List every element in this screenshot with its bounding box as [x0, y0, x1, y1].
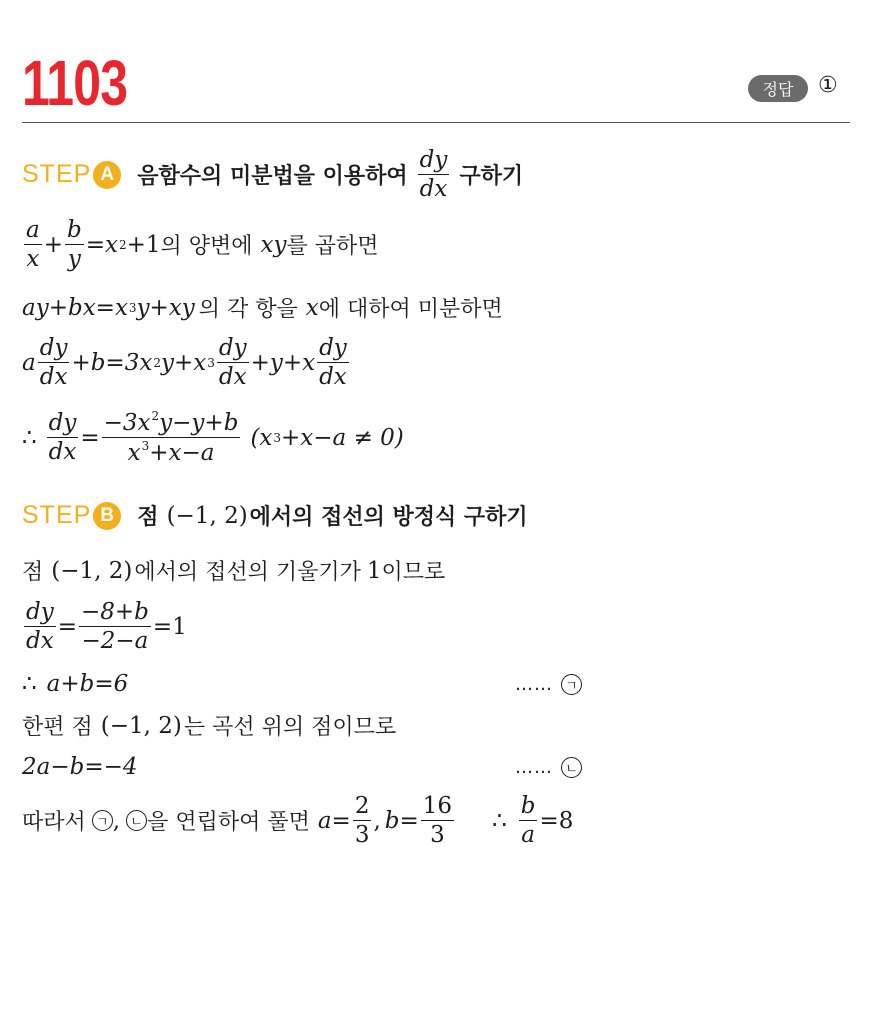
- step-b-letter: B: [93, 502, 121, 530]
- therefore-symbol: ∴: [492, 807, 507, 834]
- fraction-numerator: dy: [47, 411, 79, 438]
- fraction-a-value: [353, 794, 372, 847]
- fraction-dy-dx: [24, 600, 56, 653]
- solution-line-9: [22, 754, 582, 780]
- circled-mark-2: ㄴ: [561, 757, 582, 778]
- fraction-dy-dx: [38, 336, 70, 389]
- condition-expression: +x−a ≠ 0): [281, 424, 404, 451]
- answer-value: ①: [818, 73, 838, 98]
- math-expression: =x: [85, 231, 118, 258]
- circled-mark-1: ㄱ: [561, 674, 582, 695]
- step-a-title-fraction: [418, 148, 450, 201]
- fraction-numerator: dy: [418, 148, 450, 175]
- fraction-slope: [79, 600, 151, 653]
- therefore-symbol: ∴: [22, 671, 37, 697]
- final-answer: =8: [539, 807, 574, 834]
- korean-text: 이므로: [381, 560, 446, 585]
- fraction-denominator: −2−a: [81, 628, 149, 655]
- step-b-title: 점: [137, 505, 159, 530]
- fraction-denominator: y: [67, 246, 81, 273]
- fraction-numerator: 2: [353, 794, 372, 821]
- fraction-numerator: dy: [217, 336, 249, 363]
- fraction-numerator: b: [65, 218, 84, 245]
- numerator-part: −3x: [103, 410, 151, 436]
- step-b-title: 에서의 접선의 방정식 구하기: [249, 505, 528, 530]
- solution-line-10: [22, 794, 573, 847]
- korean-text: 점: [22, 560, 44, 585]
- math-expression: 1: [366, 557, 382, 584]
- korean-text: 의 각 항을: [198, 297, 298, 322]
- equation-1: a+b=6: [46, 671, 129, 697]
- numerator-part: y−y+b: [159, 410, 239, 436]
- step-a-heading: [22, 148, 523, 201]
- korean-text: 의 양변에: [160, 234, 253, 260]
- header-divider: [22, 122, 850, 123]
- korean-text: 에 대하여 미분하면: [318, 297, 503, 322]
- solution-line-1: [22, 218, 379, 271]
- fraction-denominator: dx: [419, 176, 448, 203]
- solution-line-7: [22, 671, 582, 697]
- fraction-a-over-x: [24, 218, 42, 271]
- fraction-denominator: a: [521, 822, 535, 849]
- math-expression: +b=3x: [71, 349, 153, 376]
- fraction-numerator: 16: [421, 794, 454, 821]
- math-expression: b=: [384, 807, 419, 834]
- point-coordinates: (−1, 2): [100, 712, 182, 739]
- math-expression: a: [22, 349, 36, 376]
- comma: ,: [373, 807, 381, 834]
- solution-line-3: [22, 336, 351, 389]
- fraction-result: [519, 794, 538, 847]
- exponent: 3: [207, 355, 215, 370]
- fraction-numerator: a: [24, 218, 42, 245]
- korean-text: 한편 점: [22, 715, 93, 740]
- answer-badge: 정답: [748, 75, 808, 102]
- ellipsis: ……: [515, 756, 553, 778]
- korean-text: 는 곡선 위의 점이므로: [183, 715, 397, 740]
- math-expression: ay+bx=x: [22, 294, 128, 321]
- korean-text: 따라서: [22, 810, 86, 836]
- fraction-denominator: 3: [430, 822, 445, 849]
- step-a-label: STEP: [22, 160, 92, 189]
- circled-mark-2: ㄴ: [126, 810, 147, 831]
- exponent: 3: [141, 439, 150, 454]
- ellipsis: ……: [515, 673, 553, 695]
- math-expression: =1: [152, 613, 187, 640]
- step-b-heading: [22, 500, 528, 531]
- fraction-b-value: [421, 794, 454, 847]
- fraction-derivative-result: [102, 410, 241, 465]
- comma: ,: [112, 807, 121, 834]
- fraction-numerator: [102, 410, 241, 438]
- solution-line-2: [22, 292, 503, 323]
- korean-text: 을 연립하여 풀면: [147, 810, 310, 836]
- fraction-dy-dx: [317, 336, 349, 389]
- fraction-denominator: [126, 438, 217, 465]
- math-expression: +y+x: [250, 349, 316, 376]
- problem-number: 1103: [22, 47, 128, 119]
- math-expression: +1: [126, 231, 161, 258]
- math-expression: y+xy: [136, 294, 195, 321]
- fraction-numerator: dy: [317, 336, 349, 363]
- circled-mark-1: ㄱ: [92, 810, 113, 831]
- fraction-b-over-y: [65, 218, 84, 271]
- fraction-denominator: dx: [48, 439, 77, 466]
- math-expression: a=: [317, 807, 351, 834]
- equation-2: 2a−b=−4: [22, 754, 138, 780]
- therefore-symbol: ∴: [22, 424, 37, 451]
- exponent: 2: [153, 355, 161, 370]
- fraction-dy-dx: [47, 411, 79, 464]
- fraction-numerator: dy: [38, 336, 70, 363]
- condition-expression: (x: [250, 424, 273, 451]
- exponent: 3: [128, 300, 137, 315]
- step-a-letter: A: [93, 161, 121, 189]
- exponent: 2: [151, 409, 160, 423]
- solution-line-8: [22, 710, 396, 741]
- korean-text: 를 곱하면: [286, 234, 379, 260]
- fraction-denominator: dx: [218, 364, 247, 391]
- fraction-dy-dx: [217, 336, 249, 389]
- equals-sign: =: [80, 424, 100, 451]
- equals-sign: =: [57, 613, 77, 640]
- denominator-part: x: [127, 440, 141, 467]
- korean-text: 에서의 접선의 기울기가: [134, 560, 361, 585]
- fraction-denominator: x: [26, 246, 40, 273]
- exponent: 2: [118, 237, 127, 252]
- math-expression: xy: [260, 231, 287, 258]
- exponent: 3: [273, 430, 282, 445]
- step-a-title: 음함수의 미분법을 이용하여: [137, 164, 408, 190]
- math-expression: x: [305, 294, 319, 321]
- fraction-numerator: b: [519, 794, 538, 821]
- point-coordinates: (−1, 2): [51, 557, 133, 584]
- fraction-numerator: dy: [24, 600, 56, 627]
- solution-line-6: [22, 600, 187, 653]
- math-expression: y+x: [160, 349, 207, 376]
- fraction-numerator: −8+b: [79, 600, 151, 627]
- fraction-denominator: dx: [39, 364, 68, 391]
- fraction-denominator: 3: [354, 822, 370, 849]
- fraction-denominator: dx: [26, 628, 54, 655]
- solution-line-4: [22, 410, 404, 465]
- fraction-denominator: dx: [319, 364, 347, 391]
- plus-sign: +: [43, 231, 63, 258]
- step-b-label: STEP: [22, 501, 92, 529]
- denominator-part: +x−a: [149, 440, 215, 467]
- step-b-point: (−1, 2): [166, 502, 248, 529]
- step-a-title-end: 구하기: [459, 164, 524, 190]
- solution-line-5: [22, 555, 445, 586]
